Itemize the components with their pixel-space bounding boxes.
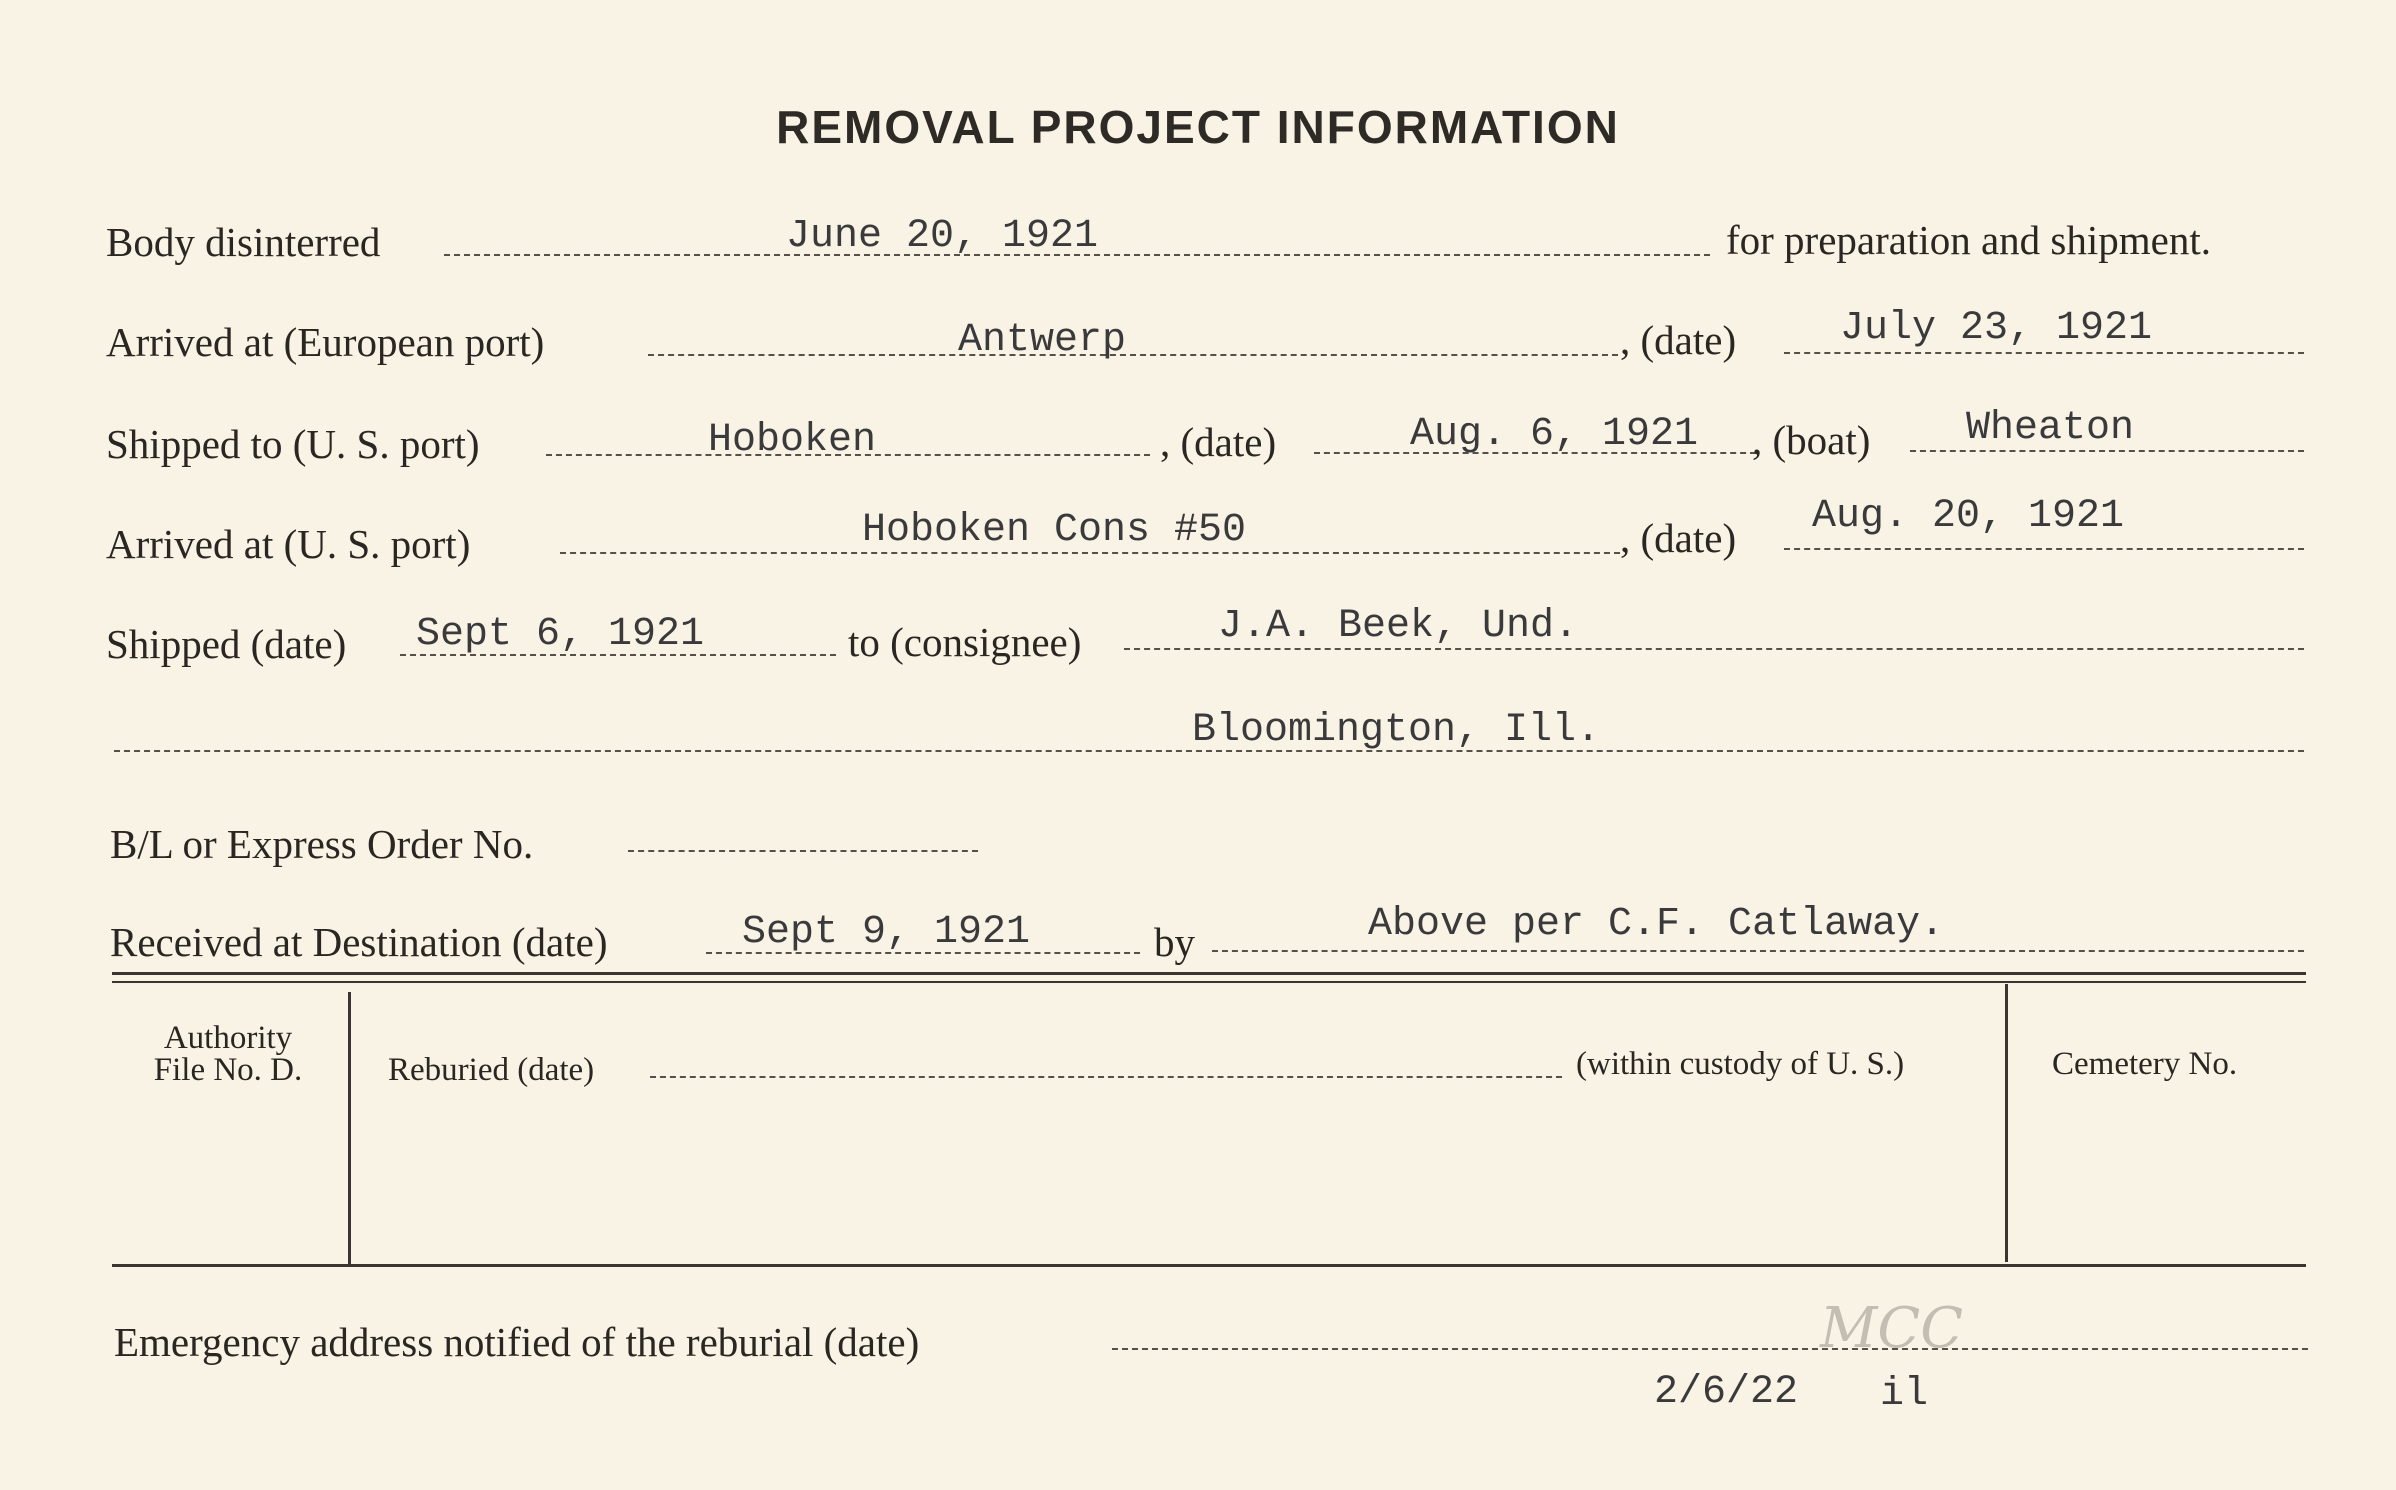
shipped-to-date-label: , (date): [1160, 419, 1277, 465]
arrived-us-date-label: , (date): [1620, 515, 1737, 561]
shipped-date-value: Sept 6, 1921: [416, 612, 705, 657]
reburied-line: [650, 1076, 1562, 1078]
body-disinterred-value: June 20, 1921: [786, 214, 1099, 259]
emergency-date-value: 2/6/22: [1654, 1370, 1799, 1415]
consignee-label: to (consignee): [848, 619, 1082, 665]
shipped-to-date-value: Aug. 6, 1921: [1410, 412, 1699, 457]
emergency-line: [1112, 1348, 2308, 1350]
reburied-label: Reburied (date): [388, 1052, 595, 1088]
emergency-clerk-initials: il: [1880, 1372, 1929, 1417]
european-port-label: Arrived at (European port): [106, 319, 545, 365]
bl-label: B/L or Express Order No.: [110, 821, 534, 867]
consignee-value: J.A. Beek, Und.: [1218, 604, 1579, 649]
shipped-to-boat-label: , (boat): [1752, 417, 1871, 463]
arrived-us-value: Hoboken Cons #50: [862, 508, 1247, 553]
emergency-label: Emergency address notified of the reburial (date): [114, 1319, 920, 1365]
body-disinterred-label: Body disinterred: [106, 219, 381, 265]
received-by-line: [1212, 950, 2304, 952]
received-label: Received at Destination (date): [110, 919, 608, 965]
shipped-to-label: Shipped to (U. S. port): [106, 421, 480, 467]
european-port-date-label: , (date): [1620, 317, 1737, 363]
initials-stamp: MCC: [1820, 1296, 1964, 1361]
authority-line1: Authority: [163, 1020, 293, 1056]
card-title: REMOVAL PROJECT INFORMATION: [776, 101, 1620, 153]
shipped-to-value: Hoboken: [708, 418, 877, 463]
table-bottom-rule: [112, 1264, 2306, 1267]
authority-line2: File No. D.: [153, 1052, 303, 1088]
bl-line: [628, 850, 978, 852]
authority-header: [112, 1022, 344, 1086]
table-divider-right: [2005, 984, 2008, 1262]
arrived-us-date-line: [1784, 548, 2304, 550]
custody-label: (within custody of U. S.): [1576, 1046, 1905, 1082]
shipped-to-boat-value: Wheaton: [1966, 406, 2135, 451]
european-port-line: [648, 354, 1618, 356]
table-divider-left: [348, 992, 351, 1264]
european-port-date-value: July 23, 1921: [1840, 306, 2153, 351]
arrived-us-date-value: Aug. 20, 1921: [1812, 494, 2125, 539]
european-port-value: Antwerp: [958, 318, 1127, 363]
received-by-label: by: [1154, 919, 1195, 965]
received-date-value: Sept 9, 1921: [742, 910, 1031, 955]
cemetery-label: Cemetery No.: [2052, 1046, 2238, 1082]
body-disinterred-suffix: for preparation and shipment.: [1726, 217, 2212, 263]
european-port-date-line: [1784, 352, 2304, 354]
arrived-us-label: Arrived at (U. S. port): [106, 521, 471, 567]
shipped-date-label: Shipped (date): [106, 621, 347, 667]
table-top-rule-inner: [112, 981, 2306, 983]
table-top-rule: [112, 972, 2306, 975]
consignee-address-value: Bloomington, Ill.: [1192, 708, 1601, 753]
received-by-value: Above per C.F. Catlaway.: [1368, 902, 1945, 947]
